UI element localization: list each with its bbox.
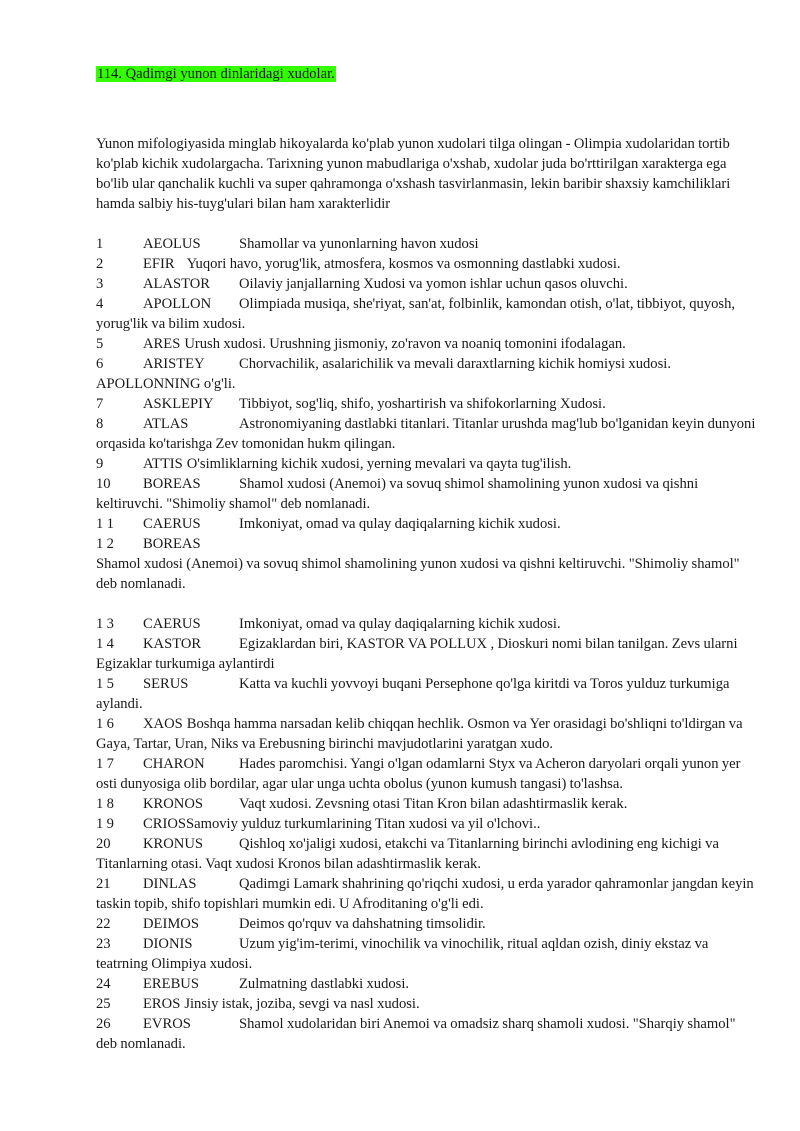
entry-name: XAOS [143, 716, 183, 732]
entry-text: Qadimgi Lamark shahrining qo'riqchi xudosi, u erda yarador qahramonlar jangdan keyin taskin topib, shifo topishlari mumkin edi. U Afroditaning o'g'li edi. [96, 876, 754, 912]
entry-number: 1 4 [96, 636, 114, 652]
entry-number: 1 1 [96, 516, 114, 532]
entry-text: Shamol xudosi (Anemoi) va sovuq shimol shamolining yunon xudosi va qishni keltiruvchi. "Shimoliy shamol" deb nomlanadi. [96, 476, 699, 512]
heading-line [96, 64, 756, 84]
entry-name: EREBUS [143, 976, 199, 992]
entry-name: CAERUS [143, 516, 201, 532]
entry-number: 1 2 [96, 536, 114, 552]
document-page [96, 64, 756, 1054]
entry-number: 1 5 [96, 676, 114, 692]
entry-row [96, 394, 756, 414]
entry-text: Tibbiyot, sog'liq, shifo, yoshartirish va shifokorlarning Xudosi. [239, 396, 606, 412]
entry-row [96, 974, 756, 994]
entry-number: 22 [96, 916, 111, 932]
entry-name: ATTIS [143, 456, 183, 472]
entry-row [96, 814, 756, 834]
entry-row [96, 994, 756, 1014]
entry-number: 1 6 [96, 716, 114, 732]
entry-number: 21 [96, 876, 111, 892]
entry-name: EROS [143, 996, 181, 1012]
entry-row [96, 254, 756, 274]
entry-row [96, 354, 756, 394]
entry-text: Urush xudosi. Urushning jismoniy, zo'ravon va noaniq tomonini ifodalagan. [184, 336, 626, 352]
entry-text: Astronomiyaning dastlabki titanlari. Titanlar urushda mag'lub bo'lganidan keyin dunyoni orqasida ko'tarishga Zev tomonidan hukm qilingan. [96, 416, 756, 452]
entry-number: 4 [96, 296, 104, 312]
entry-row [96, 534, 756, 554]
entry-row [96, 914, 756, 934]
section-heading: 114. Qadimgi yunon dinlaridagi xudolar. [97, 66, 335, 82]
entry-row [96, 294, 756, 334]
entry-number: 1 3 [96, 616, 114, 632]
entry-name: ARISTEY [143, 356, 205, 372]
entry-name: DEIMOS [143, 916, 199, 932]
intro-paragraph: Yunon mifologiyasida minglab hikoyalarda ko'plab yunon xudolari tilga olingan - Olimpia xudolaridan tortib ko'plab kichik xudolargacha. Tarixning yunon mabudlariga o'xshab, xudolar juda bo'rttirilgan xarakterga ega bo'lib ular qanchalik kuchli va super qahramonga o'xshash tasvirlanmasin, lekin baribir shaxsiy kamchiliklari hamda salbiy his-tuyg'ulari bilan ham xarakterlidir [96, 136, 731, 212]
entry-text: Qishloq xo'jaligi xudosi, etakchi va Titanlarning birinchi avlodining eng kichigi va Titanlarning otasi. Vaqt xudosi Kronos bilan adashtirmaslik kerak. [96, 836, 719, 872]
entry-text: Boshqa hamma narsadan kelib chiqqan hechlik. Osmon va Yer orasidagi bo'shliqni to'ldirgan va Gaya, Tartar, Uran, Niks va Erebusning birinchi mavjudotlarini yaratgan xudo. [96, 716, 743, 752]
entry-text: Hades paromchisi. Yangi o'lgan odamlarni Styx va Acheron daryolari orqali yunon yer osti dunyosiga olib bordilar, agar ular unga uchta obolus (yunon kumush tangasi) to'lashsa. [96, 756, 741, 792]
entry-name: EVROS [143, 1016, 191, 1032]
entry-row [96, 794, 756, 814]
entry-row [96, 634, 756, 674]
entry-name: APOLLON [143, 296, 212, 312]
entry-number: 10 [96, 476, 111, 492]
entry-text: Imkoniyat, omad va qulay daqiqalarning kichik xudosi. [239, 516, 561, 532]
entry-name: CRIOSS [143, 816, 195, 832]
entry-name: SERUS [143, 676, 189, 692]
entry-number: 2 [96, 256, 104, 272]
entry-row [96, 414, 756, 454]
entry-number: 1 [96, 236, 104, 252]
entry-row [96, 754, 756, 794]
entry-name: ATLAS [143, 416, 189, 432]
entry-name: DINLAS [143, 876, 197, 892]
entry-text: Shamol xudolaridan biri Anemoi va omadsiz sharq shamoli xudosi. "Sharqiy shamol" deb nomlanadi. [96, 1016, 736, 1052]
entry-text: Egizaklardan biri, KASTOR VA POLLUX , Dioskuri nomi bilan tanilgan. Zevs ularni Egizaklar turkumiga aylantirdi [96, 636, 738, 672]
entry-text: Chorvachilik, asalarichilik va mevali daraxtlarning kichik homiysi xudosi. APOLLONNING o'g'li. [96, 356, 671, 392]
entry-text: Shamollar va yunonlarning havon xudosi [239, 236, 479, 252]
entry-name: KRONOS [143, 796, 204, 812]
entry-number: 24 [96, 976, 111, 992]
entry-name: CAERUS [143, 616, 201, 632]
entry-row [96, 274, 756, 294]
entry-text: amoviy yulduz turkumlarining Titan xudosi va yil o'lchovi.. [194, 816, 541, 832]
entry-row [96, 334, 756, 354]
entry-row [96, 1014, 756, 1054]
entry-number: 3 [96, 276, 104, 292]
entry-name: DIONIS [143, 936, 193, 952]
entry-number: 1 9 [96, 816, 114, 832]
entry-number: 1 8 [96, 796, 114, 812]
entry-row [96, 454, 756, 474]
entry-number: 20 [96, 836, 111, 852]
entry-number: 23 [96, 936, 111, 952]
entry-text: Olimpiada musiqa, she'riyat, san'at, folbinlik, kamondan otish, o'lat, tibbiyot, quyosh, yorug'lik va bilim xudosi. [96, 296, 736, 332]
blank-line [96, 594, 756, 614]
entry-text-block: Shamol xudosi (Anemoi) va sovuq shimol shamolining yunon xudosi va qishni keltiruvchi. "Shimoliy shamol" deb nomlanadi. [96, 556, 740, 592]
entry-row [96, 834, 756, 874]
entry-text: Oilaviy janjallarning Xudosi va yomon ishlar uchun qasos oluvchi. [239, 276, 628, 292]
entry-row [96, 934, 756, 974]
entry-text: Deimos qo'rquv va dahshatning timsolidir. [239, 916, 486, 932]
entry-number: 9 [96, 456, 104, 472]
entry-row [96, 714, 756, 754]
entry-number: 6 [96, 356, 104, 372]
entry-text: Vaqt xudosi. Zevsning otasi Titan Kron bilan adashtirmaslik kerak. [239, 796, 628, 812]
entry-name: BOREAS [143, 536, 201, 552]
entry-name: KRONUS [143, 836, 204, 852]
entry-row [96, 474, 756, 514]
entry-text: Imkoniyat, omad va qulay daqiqalarning kichik xudosi. [239, 616, 561, 632]
entry-row [96, 514, 756, 534]
entry-name: AEOLUS [143, 236, 201, 252]
entry-row [96, 674, 756, 714]
entry-number: 26 [96, 1016, 111, 1032]
entry-name: CHARON [143, 756, 205, 772]
entry-text: Jinsiy istak, joziba, sevgi va nasl xudosi. [184, 996, 420, 1012]
entry-name: ASKLEPIY [143, 396, 214, 412]
entry-row [96, 234, 756, 254]
entry-row [96, 874, 756, 914]
entry-number: 7 [96, 396, 104, 412]
entry-name: EFIR [143, 256, 175, 272]
entry-row [96, 614, 756, 634]
entry-name: BOREAS [143, 476, 201, 492]
entry-text: Zulmatning dastlabki xudosi. [239, 976, 410, 992]
entry-text: O'simliklarning kichik xudosi, yerning mevalari va qayta tug'ilish. [186, 456, 572, 472]
entry-number: 5 [96, 336, 104, 352]
entry-number: 1 7 [96, 756, 114, 772]
entry-text: Uzum yig'im-terimi, vinochilik va vinochilik, ritual aqldan ozish, diniy ekstaz va teatrning Olimpiya xudosi. [96, 936, 709, 972]
entry-name: ARES [143, 336, 181, 352]
entry-name: ALASTOR [143, 276, 211, 292]
entry-name: KASTOR [143, 636, 202, 652]
entry-text: Yuqori havo, yorug'lik, atmosfera, kosmos va osmonning dastlabki xudosi. [186, 256, 621, 272]
entry-number: 25 [96, 996, 111, 1012]
entry-text: Katta va kuchli yovvoyi buqani Persephone qo'lga kiritdi va Toros yulduz turkumiga aylandi. [96, 676, 730, 712]
entry-number: 8 [96, 416, 104, 432]
